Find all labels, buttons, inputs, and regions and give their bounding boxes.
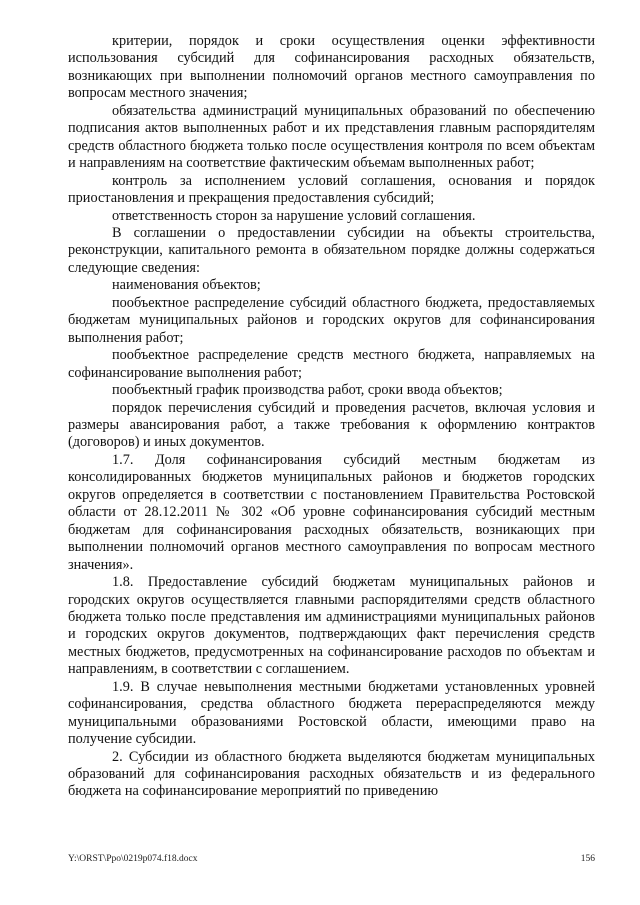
- paragraph: В соглашении о предоставлении субсидии на объекты строительства, реконструкции, капитального ремонта в обязательном порядке должны содержаться следующие сведения:: [68, 224, 595, 276]
- paragraph: ответственность сторон за нарушение условий соглашения.: [112, 207, 476, 224]
- paragraph-section-1-8: 1.8. Предоставление субсидий бюджетам муниципальных районов и городских округов осуществляется главными распорядителями средств областного бюджета только после представления им администрациями муниципальных районов и городских округов документов, подтверждающих факт перечисления средств местных бюджетов, предусмотренных на софинансирование расходов по объектам и направлениям, в соответствии с соглашением.: [68, 574, 595, 678]
- paragraph: пообъектное распределение субсидий областного бюджета, предоставляемых бюджетам муниципальных районов и городских округов для софинансирования выполнения работ;: [68, 294, 595, 346]
- paragraph-section-2: 2. Субсидии из областного бюджета выделяются бюджетам муниципальных образований для софинансирования расходных обязательств и из федерального бюджета на софинансирование мероприятий по приведению: [68, 748, 595, 800]
- footer-file-path: Y:\ORST\Ppo\0219p074.f18.docx: [68, 854, 198, 864]
- paragraph-section-1-9: 1.9. В случае невыполнения местными бюджетами установленных уровней софинансирования, средства областного бюджета перераспределяются между муниципальными образованиями Ростовской области, имеющими право на получение субсидии.: [68, 678, 595, 748]
- document-body: [68, 33, 595, 801]
- paragraph: пообъектное распределение средств местного бюджета, направляемых на софинансирование выполнения работ;: [68, 347, 595, 381]
- paragraph: обязательства администраций муниципальных образований по обеспечению подписания актов выполненных работ и их представления главным распорядителям средств областного бюджета только после осуществления контроля по всем объектам и направлениям на соответствие фактическим объемам выполненных работ;: [68, 102, 595, 172]
- paragraph: пообъектный график производства работ, сроки ввода объектов;: [112, 382, 503, 399]
- paragraph: критерии, порядок и сроки осуществления оценки эффективности использования субсидий для софинансирования расходных обязательств, возникающих при выполнении полномочий органов местного самоуправления по вопросам местного значения;: [68, 33, 595, 102]
- paragraph: контроль за исполнением условий соглашения, основания и порядок приостановления и прекращения предоставления субсидий;: [68, 172, 595, 207]
- footer-page-number: 156: [580, 854, 595, 864]
- paragraph-section-1-7: 1.7. Доля софинансирования субсидий местным бюджетам из консолидированных бюджетов муниципальных районов и бюджетов городских округов определяется в соответствии с постановлением Правительства Ростовской области от 28.12.2011 № 302 «Об уровне софинансирования субсидий местным бюджетам для софинансирования расходных обязательств, возникающих при выполнении полномочий органов местного самоуправления по вопросам местного значения».: [68, 451, 595, 573]
- paragraph: наименования объектов;: [112, 277, 261, 294]
- paragraph: порядок перечисления субсидий и проведения расчетов, включая условия и размеры авансирования работ, а также требования к оформлению контрактов (договоров) и иных документов.: [68, 399, 595, 451]
